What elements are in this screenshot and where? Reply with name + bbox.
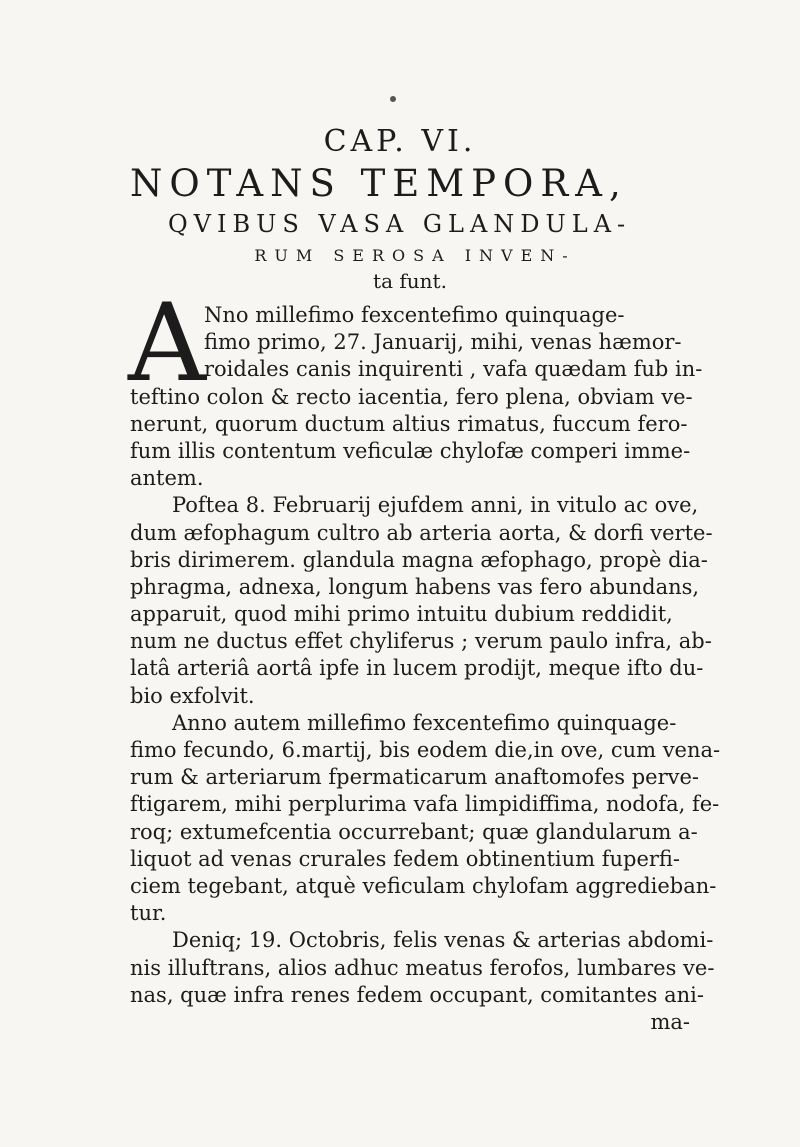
drop-cap: A bbox=[128, 281, 206, 406]
catchword: ma- bbox=[650, 1009, 690, 1034]
text-line: Nno millefimo fexcentefimo quinquage- bbox=[204, 303, 625, 327]
text-line: ftigarem, mihi perplurima vafa limpidiffima, nodofa, fe- bbox=[130, 792, 720, 817]
text-line: phragma, adnexa, longum habens vas fero abundans, bbox=[130, 574, 700, 599]
text-line: bio exfolvit. bbox=[130, 683, 255, 708]
text-line: liquot ad venas crurales fedem obtinentium fuperfi- bbox=[130, 846, 681, 871]
chapter-title-line-3: RUM SEROSA INVEN- bbox=[254, 246, 576, 265]
text-line: Anno autem millefimo fexcentefimo quinquage- bbox=[172, 710, 677, 735]
text-line: Poftea 8. Februarij ejufdem anni, in vitulo ac ove, bbox=[172, 493, 699, 518]
text-line: nis illuftrans, alios adhuc meatus ferofos, lumbares ve- bbox=[130, 955, 715, 980]
text-line: ciem tegebant, atquè veficulam chylofam aggredieban- bbox=[130, 873, 717, 898]
text-line: Deniq; 19. Octobris, felis venas & arterias abdomi- bbox=[172, 928, 714, 953]
chapter-heading: CAP. VI. bbox=[323, 124, 477, 159]
text-line: bris dirimerem. glandula magna æfophago, propè dia- bbox=[130, 547, 708, 572]
text-line: num ne ductus effet chyliferus ; verum paulo infra, ab- bbox=[130, 629, 712, 654]
text-line: latâ arteriâ aortâ ipfe in lucem prodijt, meque ifto du- bbox=[130, 656, 704, 681]
text-line: apparuit, quod mihi primo intuitu dubium reddidit, bbox=[130, 602, 673, 627]
text-line: teftino colon & recto iacentia, fero plena, obviam ve- bbox=[130, 384, 693, 409]
ornament-dot bbox=[390, 96, 396, 102]
text-line: tur. bbox=[130, 901, 167, 926]
chapter-title-line-4: ta funt. bbox=[373, 269, 447, 293]
text-line: fum illis contentum veficulæ chylofæ comperi imme- bbox=[130, 438, 691, 463]
text-line: fimo fecundo, 6.martij, bis eodem die,in ove, cum vena- bbox=[130, 738, 721, 762]
text-line: dum æfophagum cultro ab arteria aorta, & dorfi verte- bbox=[130, 520, 713, 545]
text-line: roidales canis inquirenti , vafa quædam fub in- bbox=[204, 357, 703, 382]
body-text bbox=[130, 302, 721, 1036]
text-line: nerunt, quorum ductum altius rimatus, fuccum fero- bbox=[130, 411, 688, 436]
text-line: nas, quæ infra renes fedem occupant, comitantes ani- bbox=[130, 982, 704, 1007]
text-line: rum & arteriarum fpermaticarum anaftomofes perve- bbox=[130, 765, 699, 790]
text-line: antem. bbox=[130, 466, 204, 491]
chapter-title-line-1: NOTANS TEMPORA, bbox=[130, 162, 628, 205]
chapter-title-line-2: QVIBUS VASA GLANDULA- bbox=[168, 210, 632, 238]
text-line: roq; extumefcentia occurrebant; quæ glandularum a- bbox=[130, 819, 698, 844]
text-line: fimo primo, 27. Januarij, mihi, venas hæmor- bbox=[204, 330, 682, 355]
